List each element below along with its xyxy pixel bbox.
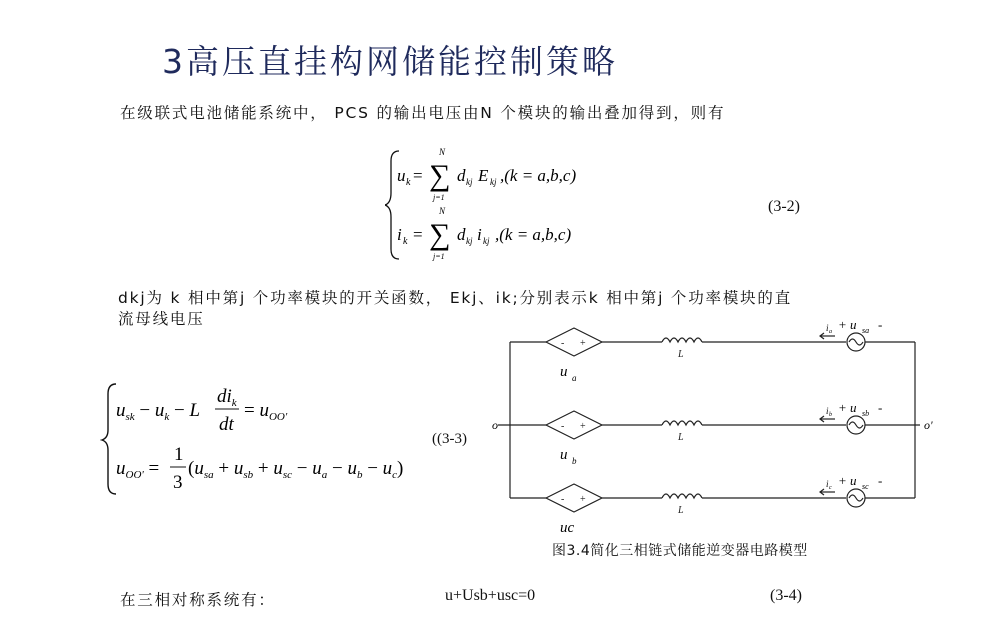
eq2-frac-den: 3 [173,472,183,493]
eq1-d: d [457,166,466,185]
eq1-sum-bottom: j=1 [433,193,445,202]
equation-number-3-3: ((3-3) [432,431,467,447]
inductor-b [662,421,702,425]
eq1-sub-k: k [406,177,411,188]
figure-caption: 图3.4简化三相链式储能逆变器电路模型 [552,543,808,559]
eq1-condition-2: ,(k = a,b,c) [495,225,572,244]
box-c-minus: - [561,494,565,505]
eq1-sub-kj: kj [466,177,473,187]
src-c-minus: - [878,473,883,488]
eq2-didt-den: dt [219,414,234,435]
eq2-didt-num: $di_k$ [217,386,237,409]
current-c-label: i [826,479,829,489]
equation-3-2 [385,145,645,265]
src-b-label: + u [838,400,857,415]
eq1-sum-top-2: N [439,206,446,216]
eq1-E: E [478,166,489,185]
eq1-sub-kj-2: kj [490,177,497,187]
eq1-sub-kj-4: kj [483,236,490,246]
footer-equation: u+Usb+usc=0 [445,587,536,604]
current-a-label: i [826,323,829,333]
eq1-d-2: d [457,225,466,244]
eq1-equals: = [413,166,423,185]
page-title: 3高压直挂构网储能控制策略 [162,42,618,81]
label-ub: u [560,447,568,463]
src-b-minus: - [878,400,883,415]
module-box-a [546,328,602,356]
box-b-minus: - [561,421,565,432]
node-o: o [492,418,498,432]
footer-label: 在三相对称系统有： [120,591,276,609]
inductor-a [662,338,702,342]
label-uc: uc [560,520,575,536]
equation-number-3-4: (3-4) [770,587,802,604]
inductor-c [662,494,702,498]
module-box-b [546,411,602,439]
src-b-sub: sb [862,409,870,418]
inductor-label-b: L [678,432,684,443]
intro-text: 在级联式电池储能系统中， PCS 的输出电压由N 个模块的输出叠加得到，则有 [120,104,726,122]
eq1-i: i [397,225,402,244]
src-c-label: + u [838,473,857,488]
eq1-sum: ∑ [429,159,451,192]
equation-number-3-2: (3-2) [768,198,800,215]
current-c-sub: c [829,485,832,491]
eq2-frac-num: 1 [174,444,184,465]
box-a-minus: - [561,338,565,349]
src-a-minus: - [878,317,883,332]
inductor-label-c: L [678,505,684,516]
current-b-sub: b [829,412,832,418]
src-a-sub: sa [862,326,870,335]
eq1-sub-kj-3: kj [466,236,473,246]
circuit-diagram [490,312,940,537]
label-ub-sub: b [572,456,577,466]
inductor-label-a: L [678,349,684,360]
description-line-1: dkj为 k 相中第j 个功率模块的开关函数， Ekj、ik;分别表示k 相中第j 个功率模块的直 [118,289,793,307]
src-c-sub: sc [862,482,869,491]
current-b-label: i [826,406,829,416]
eq1-condition: ,(k = a,b,c) [500,166,577,185]
box-c-plus: + [580,494,586,505]
eq1-equals-2: = [413,225,423,244]
node-o-prime: o' [924,418,933,432]
box-b-plus: + [580,421,586,432]
eq1-sum-top: N [439,147,446,157]
current-a-sub: a [829,329,832,335]
source-a-wave [849,339,863,345]
box-a-plus: + [580,338,586,349]
src-a-label: + u [838,317,857,332]
eq1-i-rhs: i [477,225,482,244]
brace [102,384,116,494]
eq1-sum-2: ∑ [429,218,451,251]
description-line-2: 流母线电压 [118,310,205,328]
eq1-sum-bottom-2: j=1 [433,252,445,261]
label-ua: u [560,364,568,380]
equation-3-3 [100,380,440,500]
eq2-row2-rhs: $(u_{sa} + u_{sb} + u_{sc} - u_a - u_b - u_c)$ [188,458,404,481]
eq1-u: u [397,166,406,185]
eq2-row1-rhs: = $u_{OO'}$ [244,400,288,423]
label-ua-sub: a [572,373,577,383]
source-c-wave [849,495,863,501]
source-b-wave [849,422,863,428]
eq1-sub-k-2: k [403,236,408,247]
eq2-row2-lhs: $u_{OO'}$ = [116,458,160,481]
module-box-c [546,484,602,512]
eq2-row1: $u_{sk} - u_k - L$ [116,400,201,423]
